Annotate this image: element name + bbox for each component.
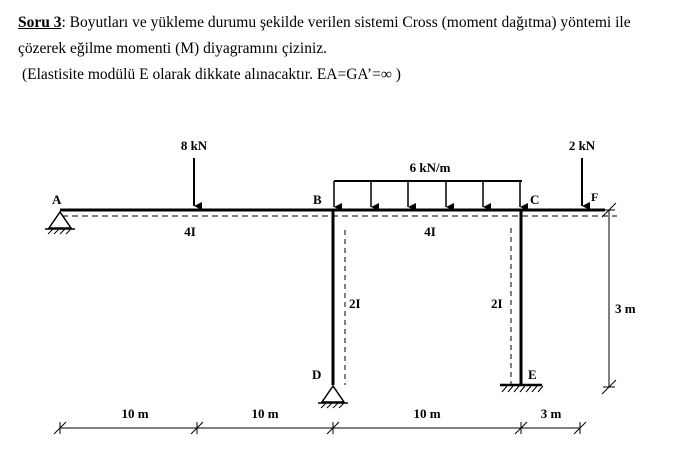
problem-label: Soru 3 bbox=[18, 14, 62, 31]
dimension-line-horizontal bbox=[54, 422, 586, 434]
distributed-load-label: 6 kN/m bbox=[409, 160, 451, 175]
node-E-label: E bbox=[528, 367, 537, 382]
support-A-pin bbox=[45, 212, 75, 234]
stiffness-beam-BC-label: 4I bbox=[424, 224, 436, 239]
point-load-2kn-label: 2 kN bbox=[568, 138, 596, 153]
support-D-pin bbox=[318, 386, 348, 408]
dimension-span-3-label: 10 m bbox=[413, 406, 441, 421]
problem-statement-line-2: çözerek eğilme momenti (M) diyagramını çiziniz. bbox=[18, 40, 328, 57]
node-D-label: D bbox=[312, 367, 322, 382]
column-CE bbox=[511, 210, 521, 385]
point-load-8kn-label: 8 kN bbox=[180, 138, 208, 153]
stiffness-beam-AB-label: 4I bbox=[184, 224, 196, 239]
stiffness-column-BD-label: 2I bbox=[349, 296, 361, 311]
problem-statement-line-3: (Elastisite modülü E olarak dikkate alınacaktır. EA=GA’=∞ ) bbox=[22, 66, 401, 83]
dimension-column-height-label: 3 m bbox=[615, 301, 636, 316]
node-C-label: C bbox=[530, 192, 540, 207]
beam-main bbox=[60, 210, 617, 216]
node-A-label: A bbox=[52, 192, 62, 207]
node-B-label: B bbox=[313, 192, 322, 207]
problem-statement-line-1: : Boyutları ve yükleme durumu şekilde verilen sistemi Cross (moment dağıtma) yöntemi ile bbox=[61, 14, 631, 31]
stiffness-column-CE-label: 2I bbox=[491, 296, 503, 311]
support-E-fixed bbox=[500, 385, 543, 392]
dimension-overhang-label: 3 m bbox=[540, 406, 562, 421]
node-F-label: F bbox=[591, 190, 599, 204]
dimension-span-1-label: 10 m bbox=[121, 406, 149, 421]
dimension-line-vertical bbox=[602, 203, 616, 394]
column-BD bbox=[333, 210, 345, 385]
distributed-load-arrows bbox=[334, 181, 522, 207]
dimension-span-2-label: 10 m bbox=[251, 406, 279, 421]
